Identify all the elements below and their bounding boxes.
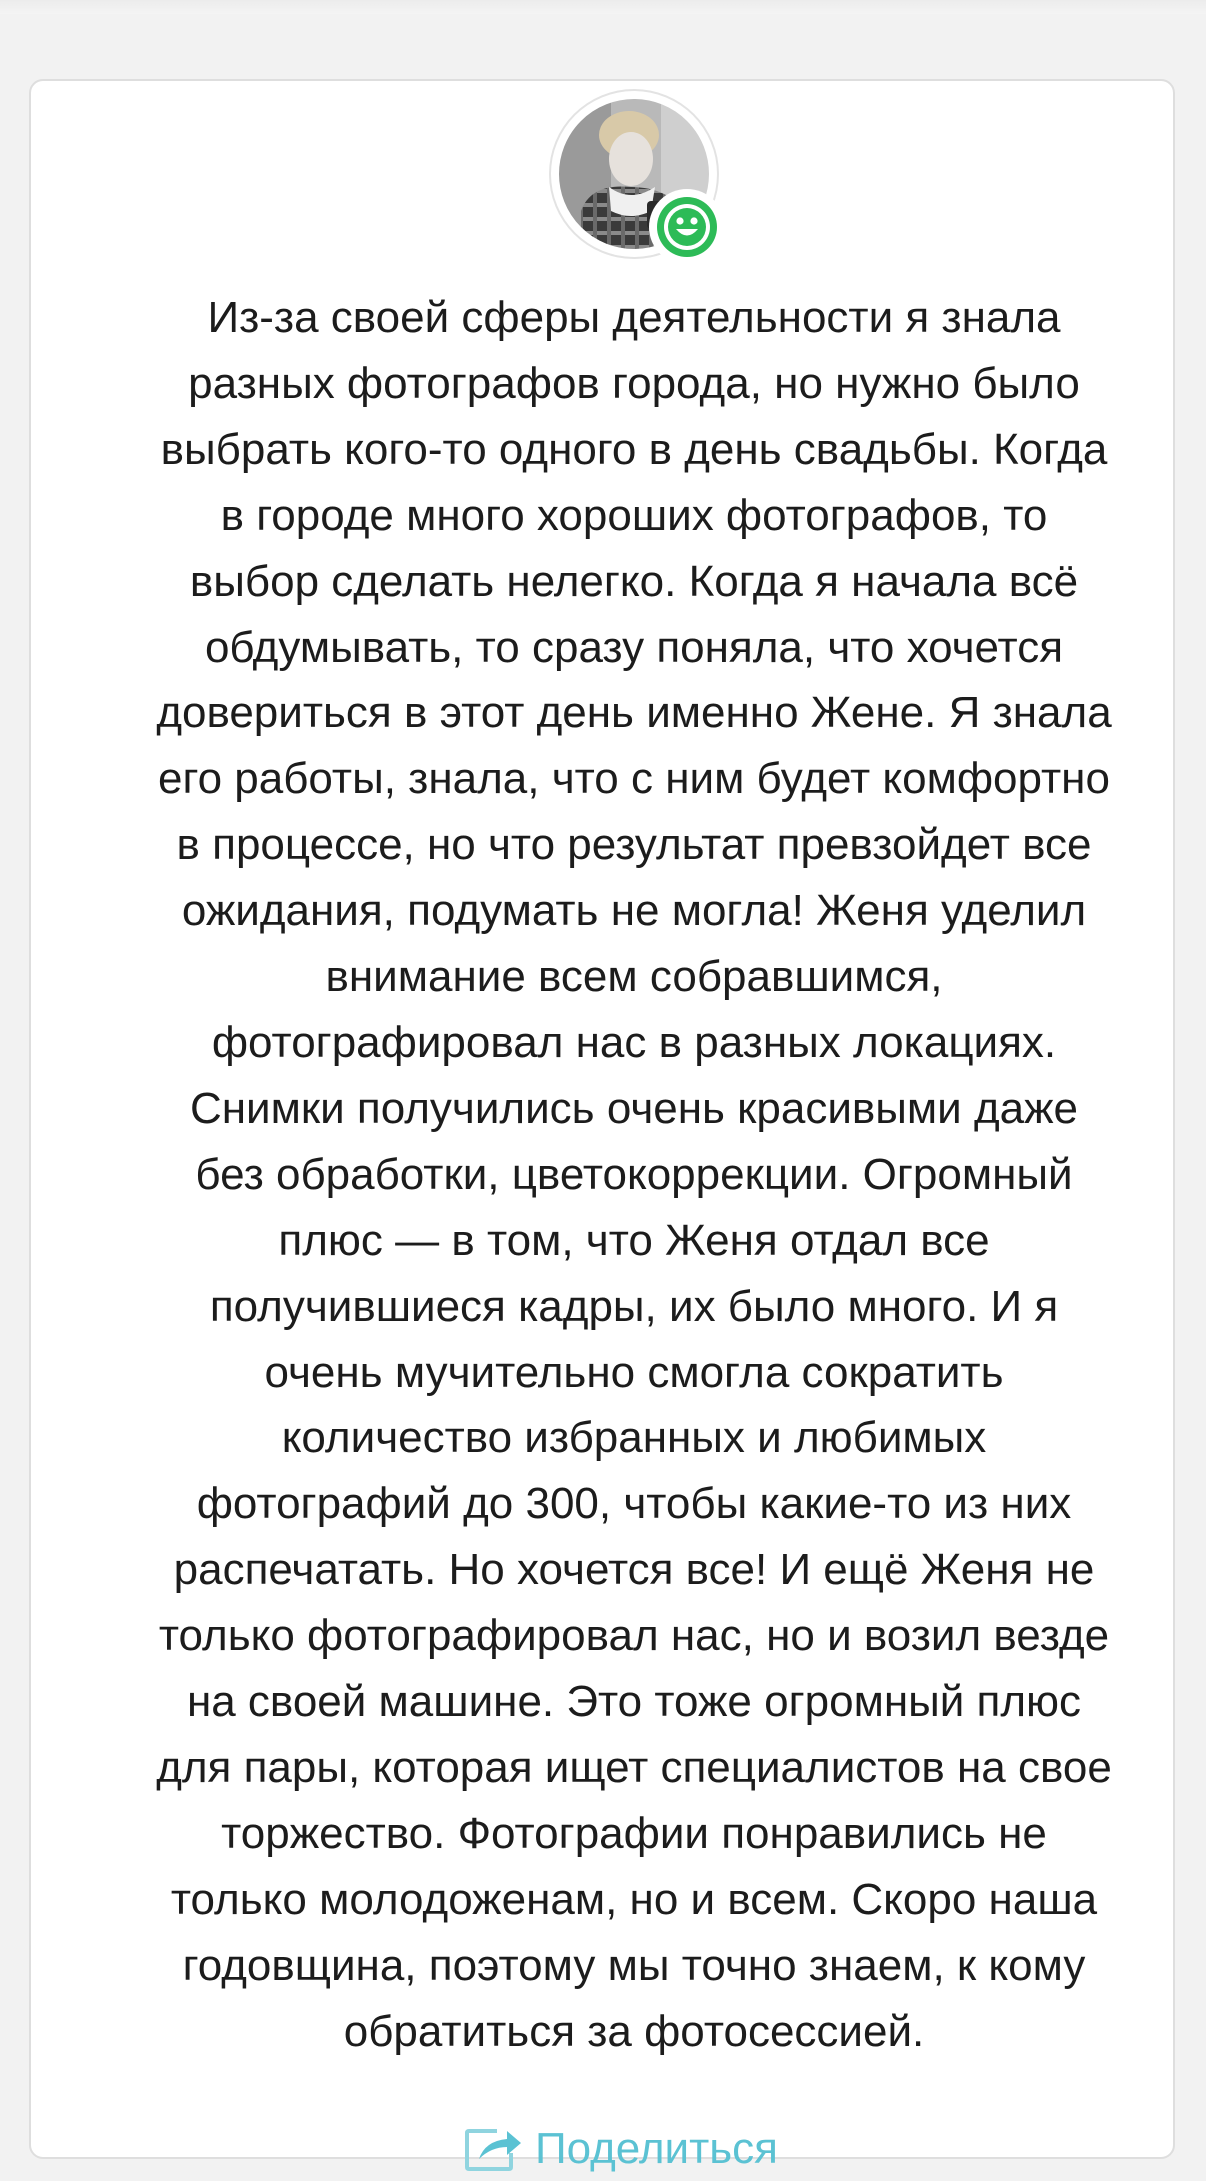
share-label: Поделиться: [535, 2124, 778, 2173]
top-bar-edge: [0, 0, 1206, 14]
smiley-positive-icon: [649, 189, 725, 265]
share-icon: [463, 2123, 525, 2175]
share-button[interactable]: [463, 2117, 778, 2181]
review-text: Из-за своей сферы деятельности я знала разных фотографов города, но нужно было выбрать кого-то одного в день свадьбы. Когда в городе много хороших фотографов, то выбор сделать нелегко. Когда я начала всё обдумывать, то сразу поняла, что хочется довериться в этот день именно Жене. Я знала его работы, знала, что с ним будет комфортно в процессе, но что результат превзойдет все ожидания, подумать не могла! Женя уделил внимание всем собравшимся, фотографировал нас в разных локациях. Снимки получились очень красивыми даже без обработки, цветокоррекции. Огромный плюс — в том, что Женя отдал все получившиеся кадры, их было много. И я очень мучительно смогла сократить количество избранных и любимых фотографий до 300, чтобы какие-то из них распечатать. Но хочется все! И ещё Женя не только фотографировал нас, но и возил везде на своей машине. Это тоже огромный плюс для пары, которая ищет специалистов на свое торжество. Фотографии понравились не только молодоженам, но и всем. Скоро наша годовщина, поэтому мы точно знаем, к кому обратиться за фотосессией.: [156, 293, 1112, 2056]
reviewer-avatar-group: [551, 91, 717, 257]
positive-mood-badge: [649, 189, 725, 265]
review-card: [29, 79, 1175, 2173]
